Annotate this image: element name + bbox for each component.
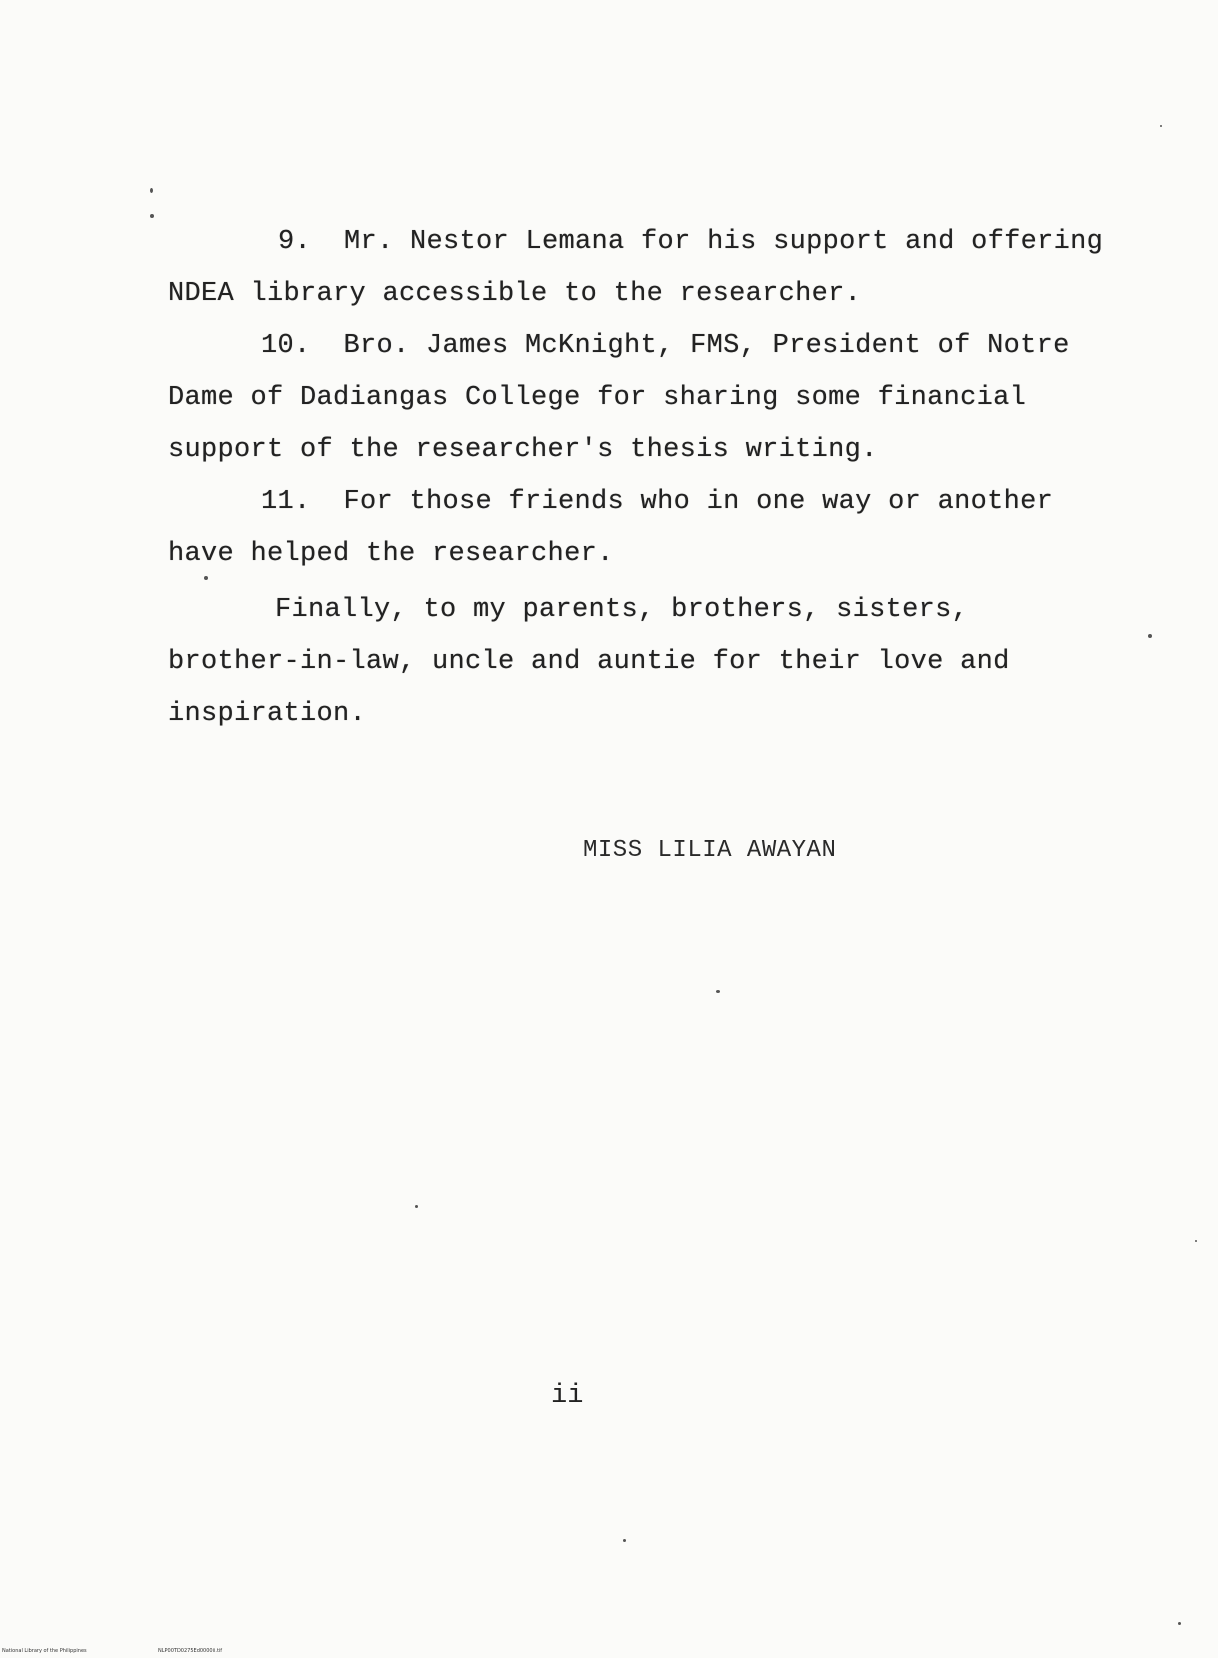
scan-speck [623, 1539, 626, 1542]
item-10-line-2: Dame of Dadiangas College for sharing some financial [168, 383, 1027, 413]
scan-speck [150, 188, 153, 193]
scan-speck [150, 214, 154, 218]
scan-speck [415, 1205, 418, 1208]
item-10-line-1: 10. Bro. James McKnight, FMS, President of Notre [261, 331, 1070, 361]
item-11-line-2: have helped the researcher. [168, 539, 614, 569]
closing-line-1: Finally, to my parents, brothers, sisters, [275, 595, 969, 625]
page-number: ii [551, 1381, 584, 1411]
item-11-line-1: 11. For those friends who in one way or another [261, 487, 1054, 517]
scan-speck [1195, 1240, 1197, 1242]
footer-source: National Library of the Philippines [2, 1648, 87, 1654]
closing-line-3: inspiration. [168, 699, 367, 729]
item-9-line-1: 9. Mr. Nestor Lemana for his support and offering [278, 227, 1104, 257]
scan-speck [1178, 1622, 1181, 1625]
footer-code: NLP00TD0275Ed0000ii.tif [158, 1648, 223, 1654]
scan-speck [1160, 125, 1162, 127]
author-signature: MISS LILIA AWAYAN [583, 837, 837, 864]
scan-speck [1148, 634, 1152, 638]
closing-line-2: brother-in-law, uncle and auntie for their love and [168, 647, 1010, 677]
item-10-line-3: support of the researcher's thesis writing. [168, 435, 878, 465]
scan-speck [716, 990, 720, 993]
scan-speck [204, 576, 208, 580]
item-9-line-2: NDEA library accessible to the researcher. [168, 279, 862, 309]
